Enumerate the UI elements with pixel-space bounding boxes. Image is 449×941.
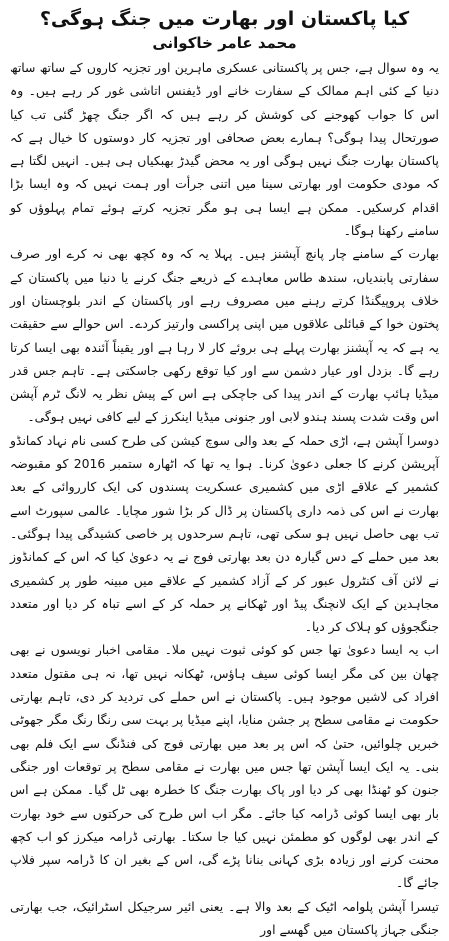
- article-paragraph: بھارت کے سامنے چار پانچ آپشنز ہیں۔ پہلا یہ کہ وہ کچھ بھی نہ کرے اور صرف سفارتی پابندیاں، سندھ طاس معاہدے کے ذریعے جنگ کرنے یا دنیا میں پاکستان کے خلاف پروپیگنڈا کرتے رہنے میں مصروف رہے اور پاکستان کے اندر بلوچستان اور پختون خوا کے قبائلی علاقوں میں اپنی پراکسی وارتیز کردے۔ اس حوالے سے حقیقت یہ ہے کہ یہ آپشنز بھارت پہلے ہی بروئے کار لا رہا ہے اور یقیناً آئندہ بھی ایسا کرتا رہے گا۔ بزدل اور عیار دشمن سے اور کیا توقع رکھی جاسکتی ہے۔ تاہم جس قدر میڈیا ہائپ بھارت کے اندر پیدا کی جاچکی ہے اس کے پیش نظر یہ لانگ ٹرم آپشن اس وقت شدت پسند ہندو لابی اور جنونی میڈیا اینکرز کے لیے کافی نہیں ہوگی۔: [10, 246, 439, 425]
- article-paragraph: اب یہ ایسا دعویٰ تھا جس کو کوئی ثبوت نہیں ملا۔ مقامی اخبار نویسوں نے بھی چھان بین کی مگر ایسا کوئی سیف ہاؤس، ٹھکانہ نہیں تھا، نہ ہی مقتول متعدد افراد کی لاشیں موجود ہیں۔ پاکستان نے اس حملے کی تردید کر دی، تاہم بھارتی حکومت نے مقامی سطح پر جشن منایا، اپنے میڈیا پر بہت سی رنگا رنگ مگر جھوٹی خبریں چلوائیں، حتیٰ کہ اس پر بعد میں بھارتی فوج کی فنڈنگ سے ایک فلم بھی بنی۔ یہ ایک ایسا آپشن تھا جس میں بھارت نے مقامی سطح پر توقعات اور جنگی جنون کو ٹھنڈا بھی کر دیا اور پاک بھارت جنگ کا خطرہ بھی ٹل گیا۔ ممکن ہے اس بار بھی ایسا کوئی ڈرامہ کیا جائے۔ مگر اب اس طرح کی حرکتوں سے خود بھارت کے اندر بھی لوگوں کو مطمئن نہیں کیا جا سکتا۔ بھارتی ڈرامہ میکرز کو اب کچھ محنت کرنے اور زیادہ بڑی کہانی بنانا پڑے گی، اس کے بغیر ان کا ڈرامہ سپر فلاپ جائے گا۔: [10, 642, 439, 891]
- article-paragraph: دوسرا آپشن ہے، اڑی حملہ کے بعد والی سوچ کیشن کی طرح کسی نام نہاد کمانڈو آپریشن کرنے کا جعلی دعویٰ کرنا۔ ہوا یہ تھا کہ اٹھارہ ستمبر 2016 کو مقبوضہ کشمیر کے علاقے اڑی میں کشمیری عسکریت پسندوں کی ایک کارروائی کے بعد بھارت نے اس کی ذمہ داری پاکستان پر ڈال کر بڑا شور مچایا۔ عالمی سپورٹ اسے تب بھی حاصل نہیں ہو سکی تھی، تاہم سرحدوں پر خاصی کشیدگی پیدا ہوگئی۔ بعد میں حملے کے دس گیارہ دن بعد بھارتی فوج نے یہ دعویٰ کیا کہ اس کے کمانڈوز نے لائن آف کنٹرول عبور کر کے آزاد کشمیر کے علاقے میں مبینہ طور پر کشمیری مجاہدین کے ایک لانچنگ پیڈ اور ٹھکانے پر حملہ کر کے اسے تباہ کر دیا اور متعدد جنگجوؤں کو ہلاک کر دیا۔: [10, 432, 439, 635]
- article-title: کیا پاکستان اور بھارت میں جنگ ہوگی؟: [39, 8, 410, 30]
- article-paragraph: یہ وہ سوال ہے، جس پر پاکستانی عسکری ماہرین اور تجزیہ کاروں کے ساتھ ساتھ دنیا کے کئی اہم ممالک کے سفارت خانے اور ڈیفنس اتاشی غور کر رہے ہیں۔ وہ اس کا جواب کھوجنے کی کوشش کر رہے ہیں کہ اگر جنگ چھڑ گئی تب کیا صورتحال پیدا ہوگی؟ ہمارے بعض صحافی اور تجزیہ کار دوستوں کا خیال ہے کہ پاکستان بھارت جنگ نہیں ہوگی اور یہ محض گیدڑ بھبکیاں ہی ہیں۔ انہیں لگتا ہے کہ مودی حکومت اور بھارتی سینا میں اتنی جرأت اور ہمت نہیں کہ وہ ایسا بڑا اقدام کرسکیں۔ ممکن ہے ایسا ہی ہو مگر تجزیہ کرتے ہوئے تمام پہلوؤں کو سامنے رکھنا ہوگا۔: [10, 60, 439, 239]
- author-byline: محمد عامر خاکوانی: [152, 34, 297, 52]
- article-paragraph: تیسرا آپشن پلوامہ اٹیک کے بعد والا ہے۔ یعنی ائیر سرجیکل اسٹرائیک، جب بھارتی جنگی جہاز پاکستان میں گھسے اور: [10, 898, 439, 937]
